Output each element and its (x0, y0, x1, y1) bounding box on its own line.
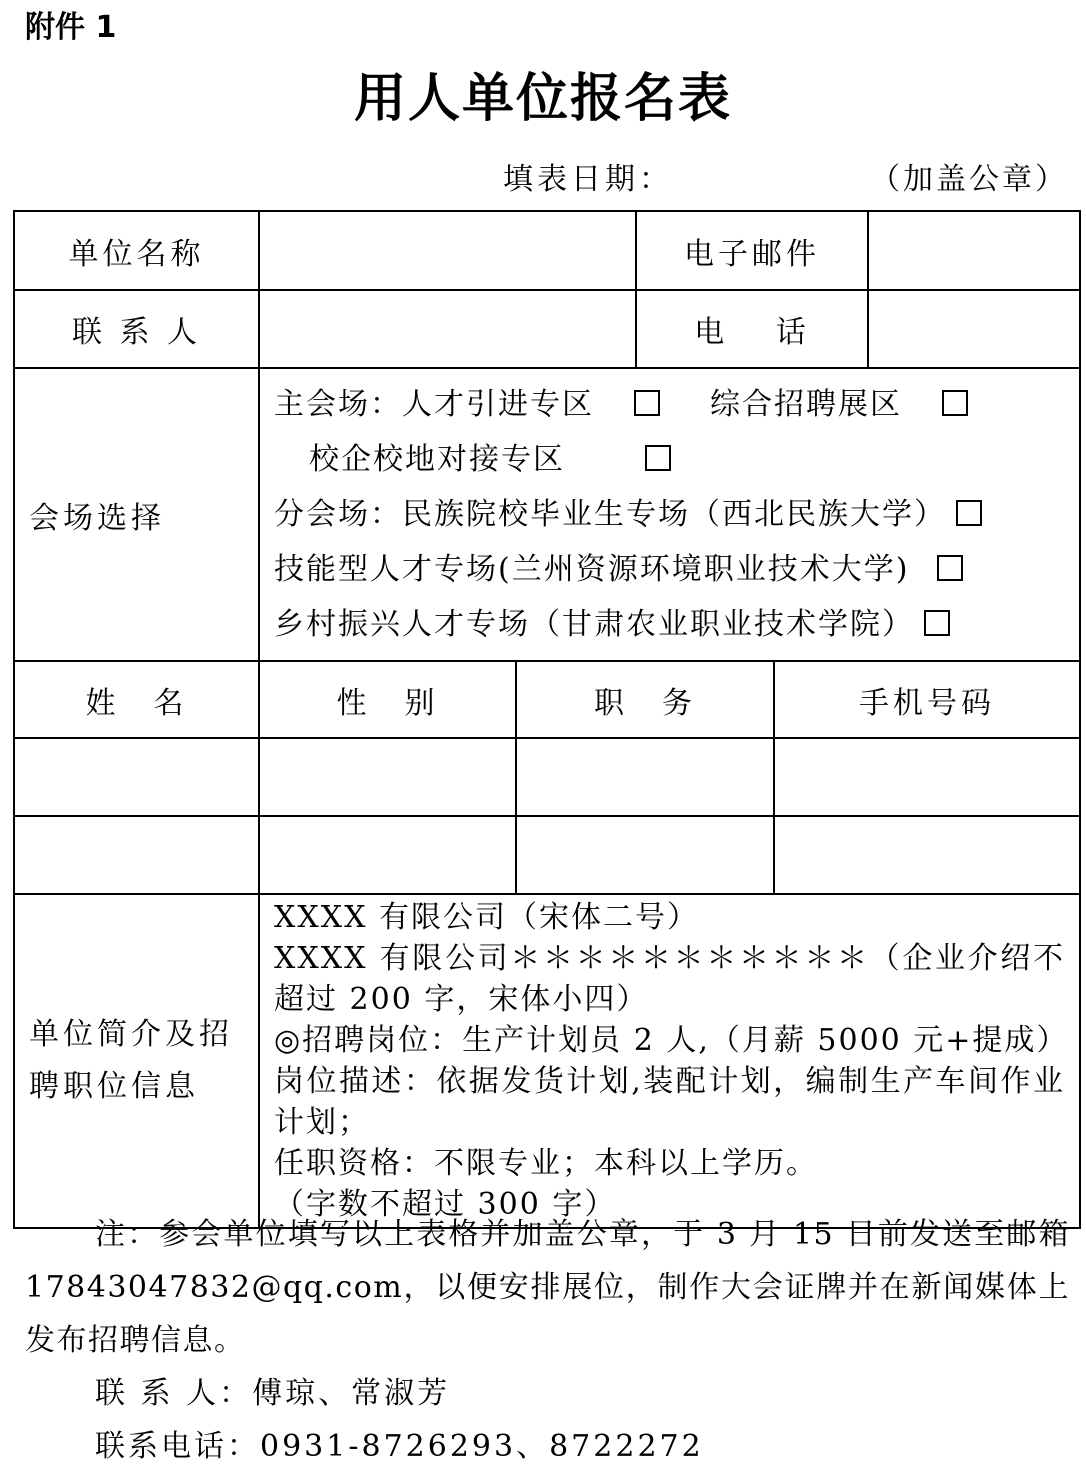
main-talent-checkbox[interactable] (634, 390, 660, 416)
branch-rural-checkbox[interactable] (924, 610, 950, 636)
intro-line-company-name: XXXX 有限公司（宋体二号） (274, 900, 699, 935)
unit-name-field[interactable] (259, 211, 636, 290)
header-gender: 性 别 (259, 661, 516, 738)
contact-person-field[interactable] (259, 290, 636, 368)
intro-line-job-description: 岗位描述：依据发货计划,装配计划，编制生产车间作业计划； (274, 1064, 1065, 1140)
registration-form-table (13, 210, 1081, 1229)
row-1-mobile-field[interactable] (774, 738, 1080, 816)
header-position: 职 务 (516, 661, 774, 738)
unit-name-label: 单位名称 (14, 211, 259, 290)
header-mobile: 手机号码 (774, 661, 1080, 738)
venue-line-rural (274, 597, 1069, 652)
branch-rural-option-label: 乡村振兴人才专场（甘肃农业职业技术学院） (274, 607, 914, 642)
row-2-mobile-field[interactable] (774, 816, 1080, 894)
intro-line-company-description: XXXX 有限公司＊＊＊＊＊＊＊＊＊＊＊（企业介绍不超过 200 字，宋体小四） (274, 941, 1065, 1017)
company-intro-field[interactable] (259, 894, 1080, 1228)
main-venue-prefix: 主会场： (274, 387, 402, 422)
venue-line-main (274, 377, 1069, 432)
row-1-position-field[interactable] (516, 738, 774, 816)
contact-person-label: 联 系 人 (14, 290, 259, 368)
email-label: 电子邮件 (636, 211, 868, 290)
intro-line-position: ◎招聘岗位：生产计划员 2 人,（月薪 5000 元+提成） (274, 1023, 1069, 1058)
branch-ethnic-checkbox[interactable] (956, 500, 982, 526)
venue-line-skill (274, 542, 1069, 597)
main-talent-option-label: 人才引进专区 (402, 387, 594, 422)
venue-selection-label: 会场选择 (14, 368, 259, 661)
contact-phone-line: 联系电话：0931-8726293、8722272 (95, 1429, 704, 1464)
page-title: 用人单位报名表 (353, 69, 732, 129)
contact-persons-line: 联 系 人：傅琼、常淑芳 (95, 1376, 451, 1411)
venue-options (259, 368, 1080, 661)
branch-skill-option-label: 技能型人才专场(兰州资源环境职业技术大学) (274, 552, 910, 587)
intro-line-qualification: 任职资格：不限专业；本科以上学历。 (274, 1146, 818, 1181)
main-school-option-label: 校企校地对接专区 (309, 442, 565, 477)
submission-note: 注：参会单位填写以上表格并加盖公章，于 3 月 15 日前发送至邮箱 17843047832@qq.com，以便安排展位，制作大会证牌并在新闻媒体上发布招聘信息。 (25, 1217, 1070, 1358)
company-intro-label-line-2: 聘职位信息 (29, 1069, 199, 1104)
main-general-checkbox[interactable] (942, 390, 968, 416)
header-name: 姓 名 (14, 661, 259, 738)
main-school-checkbox[interactable] (645, 445, 671, 471)
attachment-label: 附件 1 (25, 10, 117, 45)
seal-note: （加盖公章） (870, 162, 1068, 197)
company-intro-label-line-1: 单位简介及招 (29, 1017, 233, 1052)
email-field[interactable] (868, 211, 1080, 290)
branch-skill-checkbox[interactable] (937, 555, 963, 581)
row-1-name-field[interactable] (14, 738, 259, 816)
branch-venue-prefix: 分会场： (274, 497, 402, 532)
branch-ethnic-option-label: 民族院校毕业生专场（西北民族大学） (402, 497, 946, 532)
notes-section (25, 1208, 1070, 1473)
company-intro-label (14, 894, 259, 1228)
row-1-gender-field[interactable] (259, 738, 516, 816)
intro-line-word-limit: （字数不超过 300 字） (274, 1187, 617, 1222)
fill-date-label: 填表日期： (503, 162, 673, 197)
row-2-gender-field[interactable] (259, 816, 516, 894)
row-2-position-field[interactable] (516, 816, 774, 894)
phone-field[interactable] (868, 290, 1080, 368)
venue-line-school (274, 432, 1069, 487)
main-general-option-label: 综合招聘展区 (710, 387, 902, 422)
row-2-name-field[interactable] (14, 816, 259, 894)
venue-line-ethnic (274, 487, 1069, 542)
phone-label: 电 话 (636, 290, 868, 368)
